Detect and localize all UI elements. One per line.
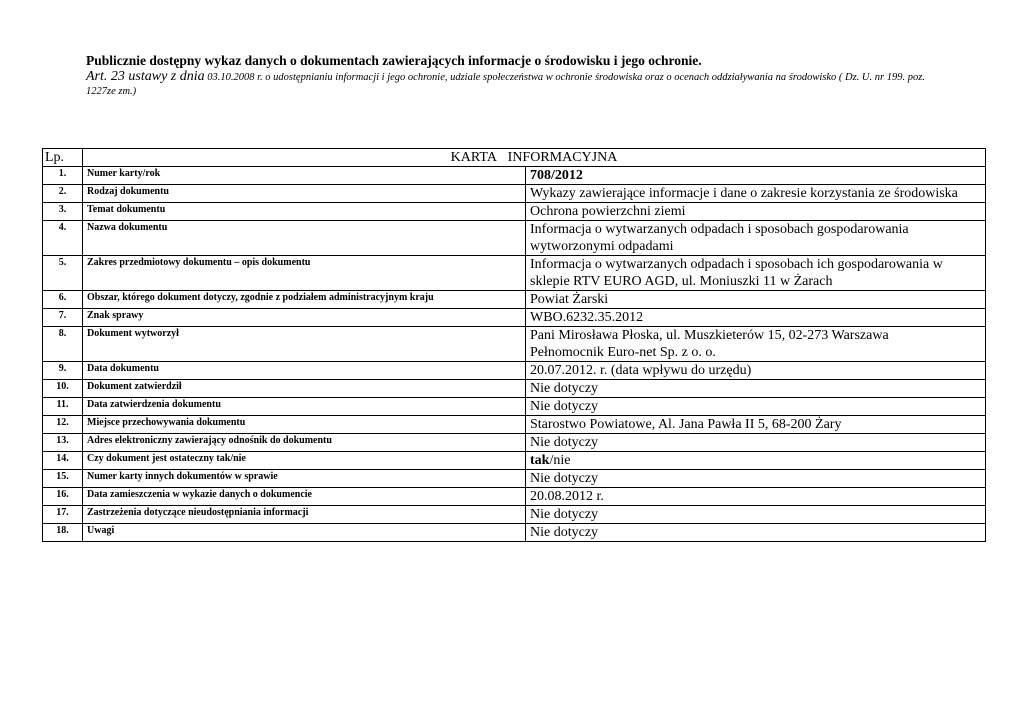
- row-number: 4.: [43, 221, 83, 256]
- table-row: [43, 506, 986, 524]
- row-value: [526, 327, 986, 362]
- row-number: 12.: [43, 416, 83, 434]
- table-row: [43, 524, 986, 542]
- subtitle-lead: Art. 23 ustawy z dnia: [86, 69, 205, 84]
- document-subtitle: [86, 70, 946, 99]
- table-row: [43, 221, 986, 256]
- row-label: Dokument wytworzył: [83, 327, 526, 362]
- table-row: [43, 327, 986, 362]
- table-row: [43, 309, 986, 327]
- row-value: WBO.6232.35.2012: [526, 309, 986, 327]
- table-row: [43, 488, 986, 506]
- row-value: Nie dotyczy: [526, 380, 986, 398]
- row-value: Nie dotyczy: [526, 398, 986, 416]
- row-value: [526, 167, 986, 185]
- row-label: Data zamieszczenia w wykazie danych o dokumencie: [83, 488, 526, 506]
- row-label: Data zatwierdzenia dokumentu: [83, 398, 526, 416]
- author-address: Pani Mirosława Płoska, ul. Muszkieterów 15, 02-273 Warszawa: [530, 328, 889, 343]
- row-value: Nie dotyczy: [526, 434, 986, 452]
- row-number: 14.: [43, 452, 83, 470]
- document-heading: [86, 53, 946, 99]
- row-number: 6.: [43, 291, 83, 309]
- row-label: Czy dokument jest ostateczny tak/nie: [83, 452, 526, 470]
- row-value: Ochrona powierzchni ziemi: [526, 203, 986, 221]
- row-value: Informacja o wytwarzanych odpadach i sposobach ich gospodarowania w sklepie RTV EURO AGD, ul. Moniuszki 11 w Żarach: [526, 256, 986, 291]
- table-row: [43, 452, 986, 470]
- row-value: Wykazy zawierające informacje i dane o zakresie korzystania ze środowiska: [526, 185, 986, 203]
- row-label: Obszar, którego dokument dotyczy, zgodnie z podziałem administracyjnym kraju: [83, 291, 526, 309]
- row-label: Znak sprawy: [83, 309, 526, 327]
- row-label: Numer karty/rok: [83, 167, 526, 185]
- table-row: [43, 167, 986, 185]
- row-number: 10.: [43, 380, 83, 398]
- row-label: Data dokumentu: [83, 362, 526, 380]
- row-number: 18.: [43, 524, 83, 542]
- row-label: Adres elektroniczny zawierający odnośnik do dokumentu: [83, 434, 526, 452]
- row-value: Nie dotyczy: [526, 524, 986, 542]
- table-row: [43, 203, 986, 221]
- row-number: 2.: [43, 185, 83, 203]
- table-row: [43, 380, 986, 398]
- column-header-title: KARTA INFORMACYJNA: [83, 149, 986, 167]
- card-number: 708/2012: [530, 168, 583, 183]
- row-value: Nie dotyczy: [526, 506, 986, 524]
- row-label: Zakres przedmiotowy dokumentu – opis dokumentu: [83, 256, 526, 291]
- table-row: [43, 185, 986, 203]
- author-role: Pełnomocnik Euro-net Sp. z o. o.: [530, 345, 716, 360]
- row-number: 9.: [43, 362, 83, 380]
- final-yes: tak: [530, 453, 550, 468]
- row-number: 11.: [43, 398, 83, 416]
- info-card-table: [42, 148, 986, 542]
- row-value: Nie dotyczy: [526, 470, 986, 488]
- row-label: Nazwa dokumentu: [83, 221, 526, 256]
- table-row: [43, 362, 986, 380]
- row-label: Dokument zatwierdził: [83, 380, 526, 398]
- table-row: [43, 256, 986, 291]
- row-number: 8.: [43, 327, 83, 362]
- row-label: Miejsce przechowywania dokumentu: [83, 416, 526, 434]
- final-no: /nie: [549, 453, 571, 468]
- row-number: 13.: [43, 434, 83, 452]
- row-value: Informacja o wytwarzanych odpadach i sposobach gospodarowania wytworzonymi odpadami: [526, 221, 986, 256]
- table-row: [43, 434, 986, 452]
- row-value: Powiat Żarski: [526, 291, 986, 309]
- table-row: [43, 291, 986, 309]
- table-row: [43, 470, 986, 488]
- row-value: 20.08.2012 r.: [526, 488, 986, 506]
- row-value: Starostwo Powiatowe, Al. Jana Pawła II 5, 68-200 Żary: [526, 416, 986, 434]
- row-number: 16.: [43, 488, 83, 506]
- row-label: Rodzaj dokumentu: [83, 185, 526, 203]
- row-label: Numer karty innych dokumentów w sprawie: [83, 470, 526, 488]
- column-header-lp: Lp.: [43, 149, 83, 167]
- row-number: 5.: [43, 256, 83, 291]
- row-number: 7.: [43, 309, 83, 327]
- row-label: Zastrzeżenia dotyczące nieudostępniania informacji: [83, 506, 526, 524]
- row-number: 3.: [43, 203, 83, 221]
- row-number: 1.: [43, 167, 83, 185]
- row-label: Temat dokumentu: [83, 203, 526, 221]
- row-number: 15.: [43, 470, 83, 488]
- document-title: Publicznie dostępny wykaz danych o dokumentach zawierających informacje o środowisku i jego ochronie.: [86, 53, 702, 68]
- row-value: [526, 452, 986, 470]
- table-header-row: [43, 149, 986, 167]
- row-label: Uwagi: [83, 524, 526, 542]
- subtitle-rest: 03.10.2008 r. o udostępnianiu informacji i jego ochronie, udziale społeczeństwa w ochronie środowiska oraz o ocenach oddziaływania na środowisko ( Dz. U. nr 199. poz. 1227ze zm.): [86, 72, 925, 97]
- table-row: [43, 416, 986, 434]
- row-number: 17.: [43, 506, 83, 524]
- table-row: [43, 398, 986, 416]
- row-value: 20.07.2012. r. (data wpływu do urzędu): [526, 362, 986, 380]
